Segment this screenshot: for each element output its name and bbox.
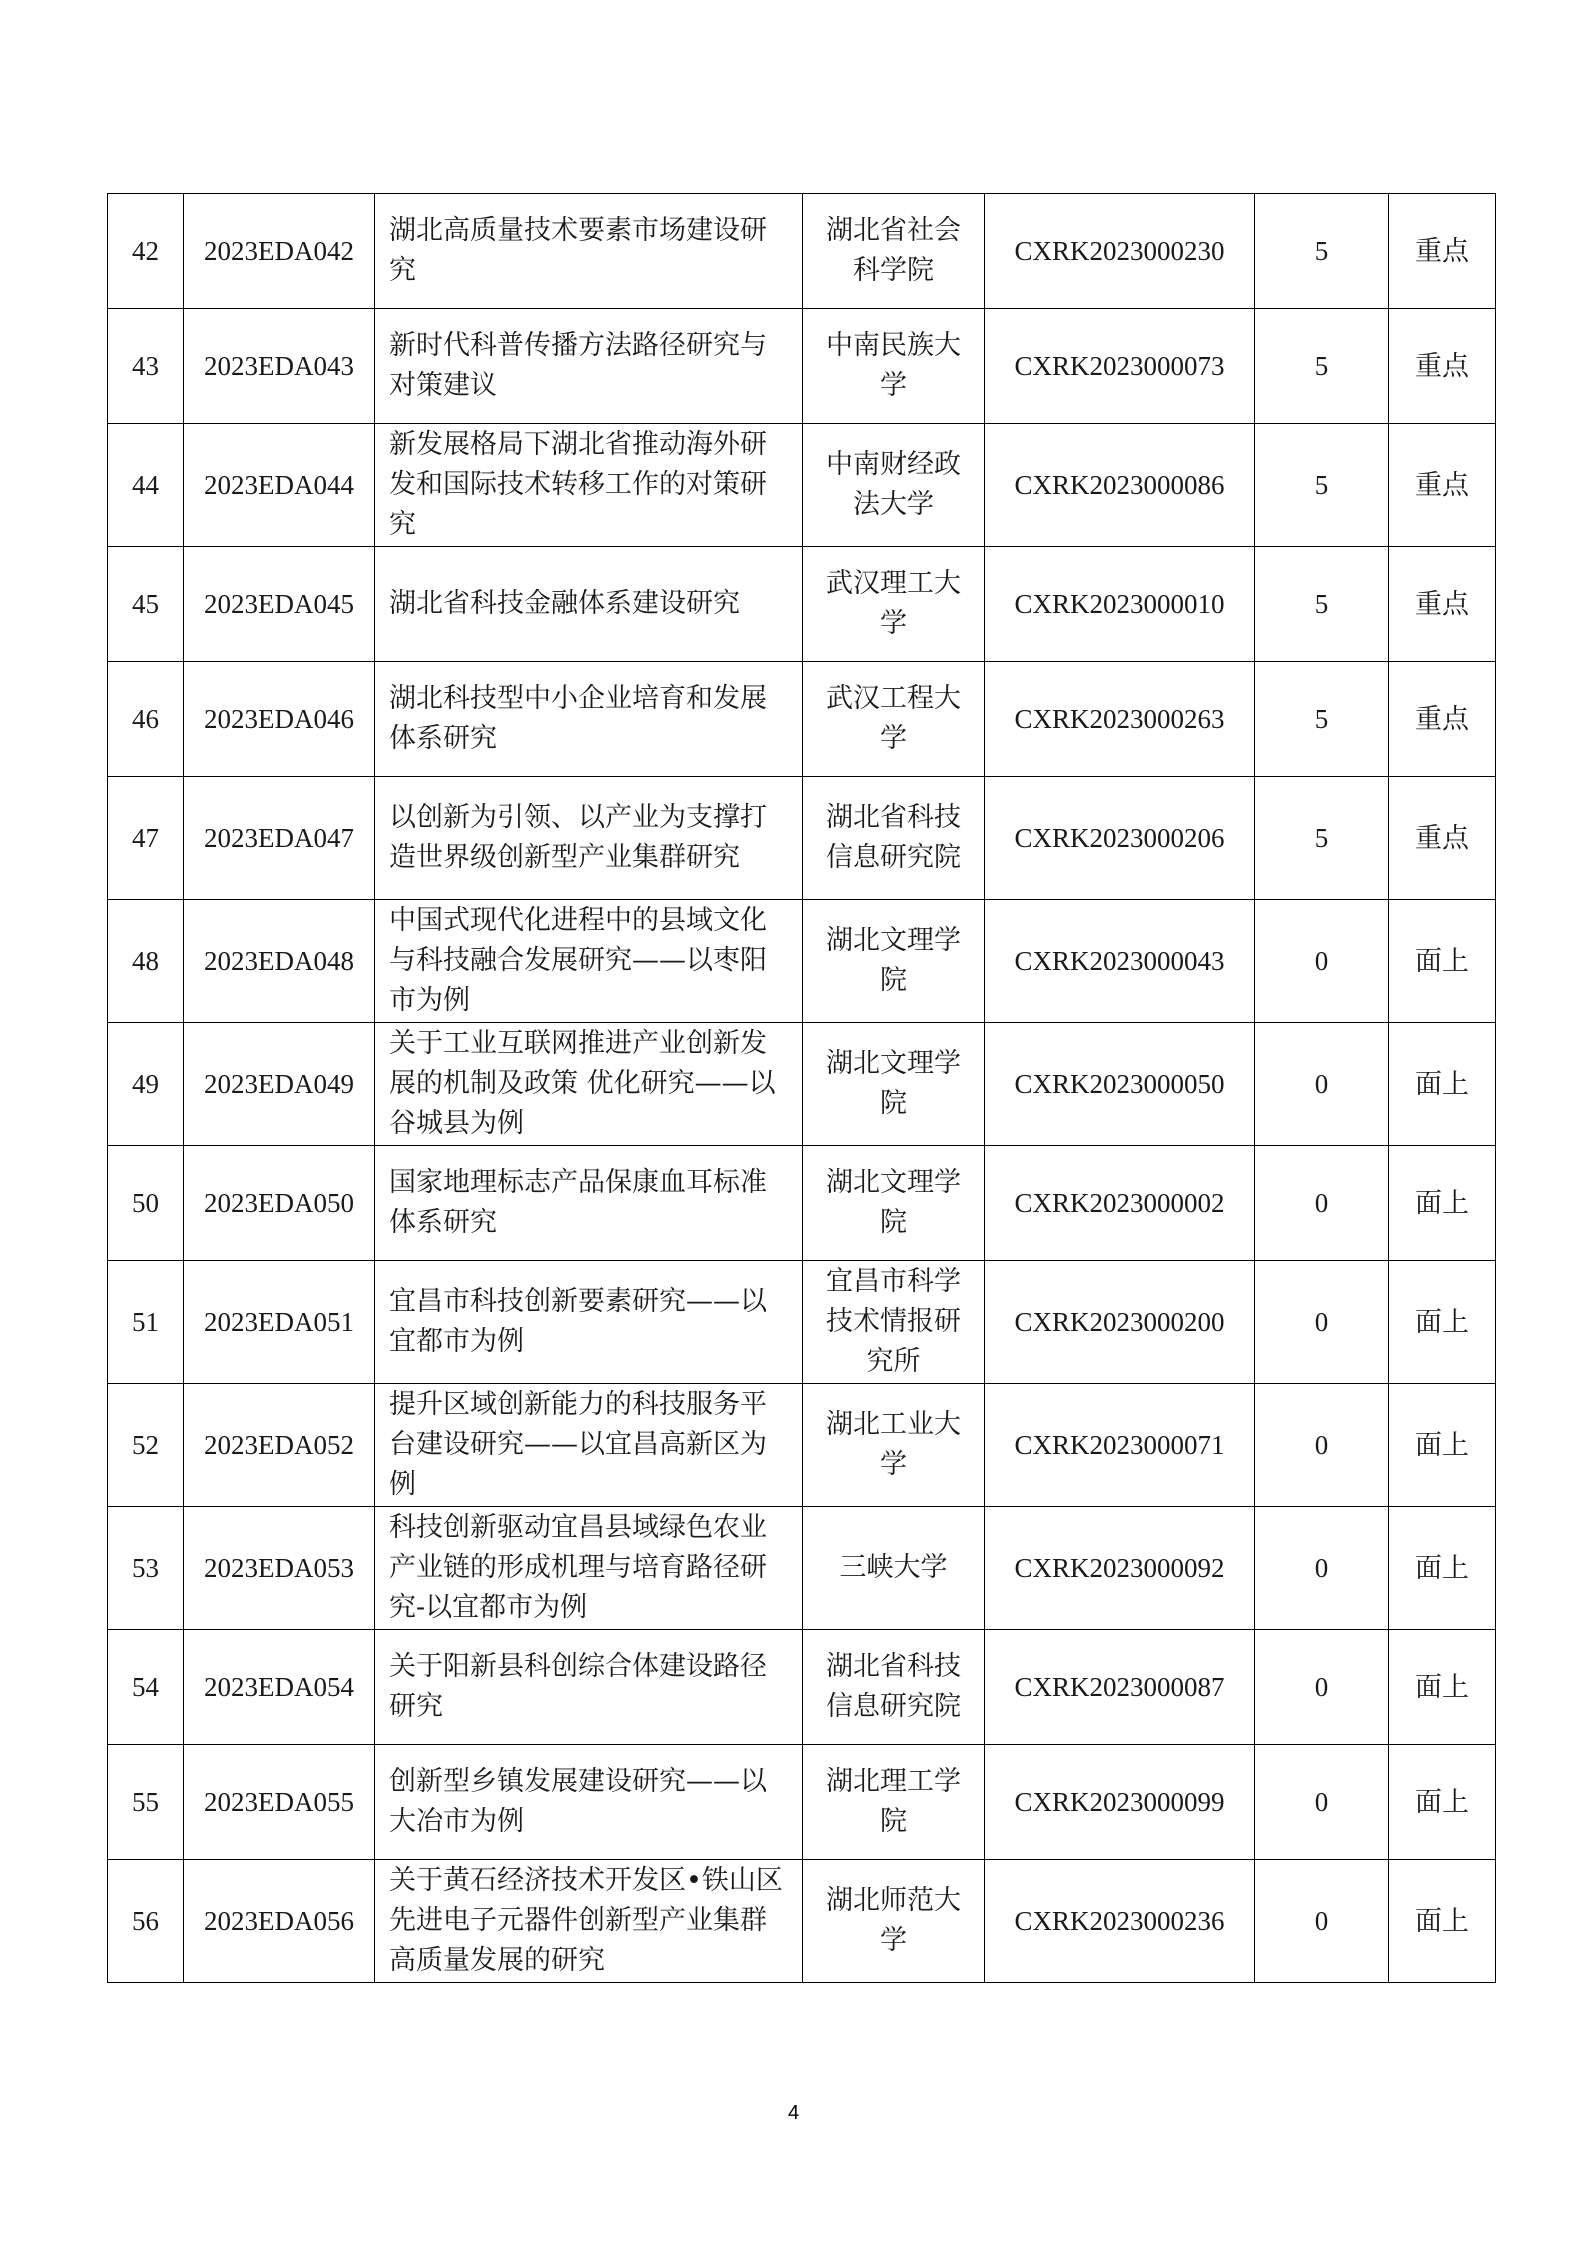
funding-amount-cell: 0	[1255, 1507, 1389, 1630]
organization-cell: 武汉工程大学	[803, 662, 985, 777]
project-type-cell: 面上	[1389, 1023, 1496, 1146]
funding-amount-cell: 0	[1255, 1261, 1389, 1384]
organization-cell: 湖北师范大学	[803, 1860, 985, 1983]
project-number-cell: 42	[108, 194, 184, 309]
project-number-cell: 52	[108, 1384, 184, 1507]
table-row	[108, 424, 1496, 547]
project-title-cell: 中国式现代化进程中的县域文化与科技融合发展研究——以枣阳市为例	[375, 900, 803, 1023]
project-title-cell: 新时代科普传播方法路径研究与对策建议	[375, 309, 803, 424]
registration-code-cell: CXRK2023000050	[985, 1023, 1255, 1146]
organization-cell: 湖北省科技信息研究院	[803, 1630, 985, 1745]
project-type-cell: 面上	[1389, 1745, 1496, 1860]
registration-code-cell: CXRK2023000206	[985, 777, 1255, 900]
organization-cell: 湖北工业大学	[803, 1384, 985, 1507]
project-type-cell: 面上	[1389, 1146, 1496, 1261]
project-code-cell: 2023EDA052	[184, 1384, 375, 1507]
project-number-cell: 54	[108, 1630, 184, 1745]
project-table	[107, 193, 1496, 1983]
project-number-cell: 46	[108, 662, 184, 777]
project-code-cell: 2023EDA055	[184, 1745, 375, 1860]
project-type-cell: 面上	[1389, 900, 1496, 1023]
registration-code-cell: CXRK2023000087	[985, 1630, 1255, 1745]
funding-amount-cell: 0	[1255, 1860, 1389, 1983]
project-title-cell: 关于工业互联网推进产业创新发展的机制及政策 优化研究——以谷城县为例	[375, 1023, 803, 1146]
project-code-cell: 2023EDA049	[184, 1023, 375, 1146]
project-code-cell: 2023EDA044	[184, 424, 375, 547]
project-title-cell: 湖北高质量技术要素市场建设研究	[375, 194, 803, 309]
table-row	[108, 1146, 1496, 1261]
registration-code-cell: CXRK2023000230	[985, 194, 1255, 309]
table-row	[108, 662, 1496, 777]
project-code-cell: 2023EDA054	[184, 1630, 375, 1745]
page-number: 4	[787, 2102, 800, 2124]
project-code-cell: 2023EDA046	[184, 662, 375, 777]
funding-amount-cell: 5	[1255, 309, 1389, 424]
table-row	[108, 547, 1496, 662]
table-row	[108, 1507, 1496, 1630]
project-number-cell: 56	[108, 1860, 184, 1983]
registration-code-cell: CXRK2023000010	[985, 547, 1255, 662]
organization-cell: 湖北文理学院	[803, 1146, 985, 1261]
project-title-cell: 关于阳新县科创综合体建设路径研究	[375, 1630, 803, 1745]
project-number-cell: 45	[108, 547, 184, 662]
project-number-cell: 50	[108, 1146, 184, 1261]
project-title-cell: 科技创新驱动宜昌县域绿色农业产业链的形成机理与培育路径研究-以宜都市为例	[375, 1507, 803, 1630]
table-row	[108, 1261, 1496, 1384]
project-number-cell: 51	[108, 1261, 184, 1384]
funding-amount-cell: 0	[1255, 1745, 1389, 1860]
project-code-cell: 2023EDA053	[184, 1507, 375, 1630]
funding-amount-cell: 0	[1255, 1384, 1389, 1507]
funding-amount-cell: 5	[1255, 547, 1389, 662]
project-number-cell: 47	[108, 777, 184, 900]
project-type-cell: 重点	[1389, 194, 1496, 309]
project-code-cell: 2023EDA042	[184, 194, 375, 309]
registration-code-cell: CXRK2023000073	[985, 309, 1255, 424]
table-row	[108, 1630, 1496, 1745]
organization-cell: 宜昌市科学技术情报研究所	[803, 1261, 985, 1384]
organization-cell: 三峡大学	[803, 1507, 985, 1630]
table-body	[108, 194, 1496, 1983]
project-type-cell: 面上	[1389, 1261, 1496, 1384]
organization-cell: 中南民族大学	[803, 309, 985, 424]
project-number-cell: 48	[108, 900, 184, 1023]
funding-amount-cell: 0	[1255, 1023, 1389, 1146]
organization-cell: 武汉理工大学	[803, 547, 985, 662]
project-number-cell: 44	[108, 424, 184, 547]
funding-amount-cell: 5	[1255, 777, 1389, 900]
project-code-cell: 2023EDA048	[184, 900, 375, 1023]
organization-cell: 湖北文理学院	[803, 900, 985, 1023]
registration-code-cell: CXRK2023000086	[985, 424, 1255, 547]
organization-cell: 湖北文理学院	[803, 1023, 985, 1146]
table-row	[108, 1745, 1496, 1860]
funding-amount-cell: 0	[1255, 900, 1389, 1023]
registration-code-cell: CXRK2023000002	[985, 1146, 1255, 1261]
organization-cell: 湖北省社会科学院	[803, 194, 985, 309]
organization-cell: 湖北省科技信息研究院	[803, 777, 985, 900]
project-type-cell: 重点	[1389, 424, 1496, 547]
project-number-cell: 49	[108, 1023, 184, 1146]
project-title-cell: 提升区域创新能力的科技服务平台建设研究——以宜昌高新区为例	[375, 1384, 803, 1507]
project-title-cell: 创新型乡镇发展建设研究——以大冶市为例	[375, 1745, 803, 1860]
project-type-cell: 重点	[1389, 662, 1496, 777]
table-row	[108, 1023, 1496, 1146]
table-row	[108, 1860, 1496, 1983]
registration-code-cell: CXRK2023000236	[985, 1860, 1255, 1983]
project-code-cell: 2023EDA056	[184, 1860, 375, 1983]
project-number-cell: 53	[108, 1507, 184, 1630]
project-title-cell: 国家地理标志产品保康血耳标准体系研究	[375, 1146, 803, 1261]
project-title-cell: 宜昌市科技创新要素研究——以宜都市为例	[375, 1261, 803, 1384]
project-type-cell: 面上	[1389, 1860, 1496, 1983]
registration-code-cell: CXRK2023000263	[985, 662, 1255, 777]
project-type-cell: 面上	[1389, 1630, 1496, 1745]
funding-amount-cell: 5	[1255, 424, 1389, 547]
project-code-cell: 2023EDA043	[184, 309, 375, 424]
table-row	[108, 900, 1496, 1023]
organization-cell: 中南财经政法大学	[803, 424, 985, 547]
funding-amount-cell: 0	[1255, 1146, 1389, 1261]
table-row	[108, 1384, 1496, 1507]
registration-code-cell: CXRK2023000071	[985, 1384, 1255, 1507]
project-title-cell: 关于黄石经济技术开发区•铁山区先进电子元器件创新型产业集群高质量发展的研究	[375, 1860, 803, 1983]
project-code-cell: 2023EDA045	[184, 547, 375, 662]
table-row	[108, 309, 1496, 424]
funding-amount-cell: 0	[1255, 1630, 1389, 1745]
registration-code-cell: CXRK2023000200	[985, 1261, 1255, 1384]
project-title-cell: 湖北科技型中小企业培育和发展体系研究	[375, 662, 803, 777]
project-title-cell: 新发展格局下湖北省推动海外研发和国际技术转移工作的对策研究	[375, 424, 803, 547]
registration-code-cell: CXRK2023000099	[985, 1745, 1255, 1860]
project-type-cell: 面上	[1389, 1384, 1496, 1507]
table-row	[108, 194, 1496, 309]
registration-code-cell: CXRK2023000043	[985, 900, 1255, 1023]
project-number-cell: 55	[108, 1745, 184, 1860]
project-type-cell: 重点	[1389, 309, 1496, 424]
registration-code-cell: CXRK2023000092	[985, 1507, 1255, 1630]
organization-cell: 湖北理工学院	[803, 1745, 985, 1860]
project-code-cell: 2023EDA050	[184, 1146, 375, 1261]
project-type-cell: 面上	[1389, 1507, 1496, 1630]
project-title-cell: 湖北省科技金融体系建设研究	[375, 547, 803, 662]
project-number-cell: 43	[108, 309, 184, 424]
project-code-cell: 2023EDA047	[184, 777, 375, 900]
project-type-cell: 重点	[1389, 547, 1496, 662]
funding-amount-cell: 5	[1255, 194, 1389, 309]
project-type-cell: 重点	[1389, 777, 1496, 900]
project-code-cell: 2023EDA051	[184, 1261, 375, 1384]
funding-amount-cell: 5	[1255, 662, 1389, 777]
table-row	[108, 777, 1496, 900]
project-title-cell: 以创新为引领、以产业为支撑打造世界级创新型产业集群研究	[375, 777, 803, 900]
